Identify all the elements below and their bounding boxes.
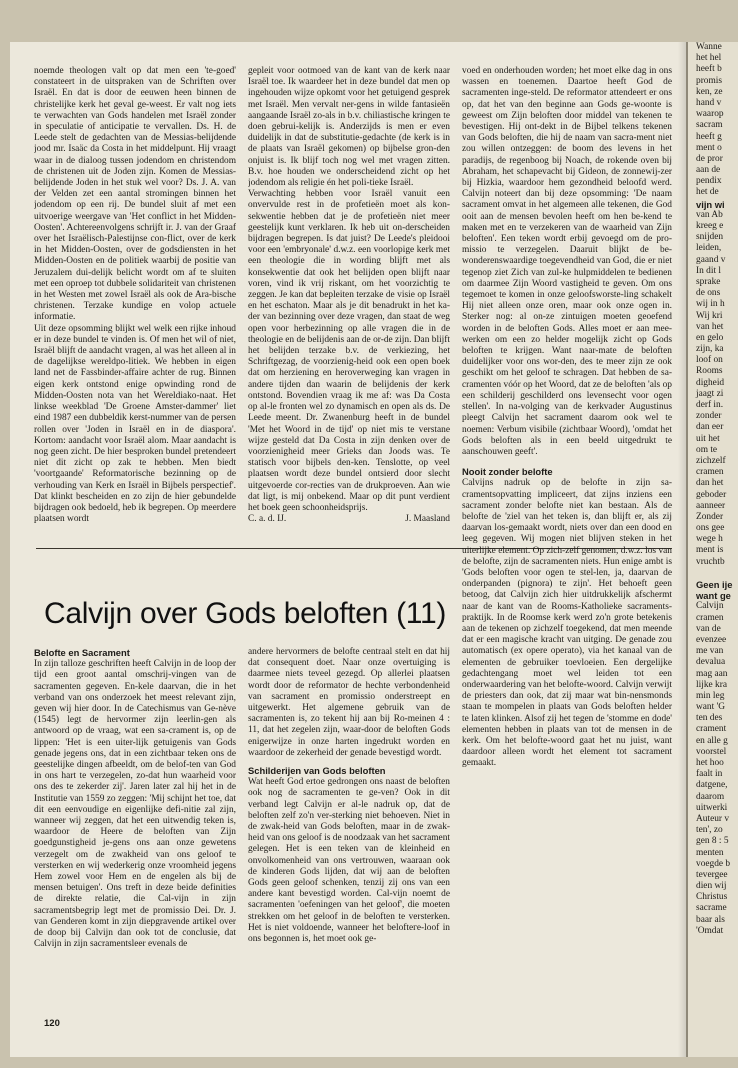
facing-page-line: 'Omdat	[696, 925, 724, 936]
facing-page-line: vruchtb	[696, 556, 725, 567]
facing-page-line: vijn wi	[696, 198, 725, 210]
facing-page-line: het hel	[696, 53, 722, 64]
facing-page-line: de pror	[696, 153, 723, 164]
paragraph: Uit deze opsomming blijkt wel welk een rijke inhoud er in deze bundel te vinden is. Of men het wil of niet, Israël blijft de aandacht vragen, al was het alleen al in de dagelijkse wereldpo-litiek. We hebben in eigen land net de Fassbinder-affaire achter de rug. Binnen eigen kerk ontstond enige opwinding rond de Midden-Oosten nota van het Wereldiako-naat. Het linkse weekblad 'De Groene Amster-dammer' liet eind 1987 een dubbeldik kerst-nummer van de persen rollen over 'Joden in Israël en in de diaspora'. Kortom: aandacht voor Israël alom. Maar aandacht is nog geen zicht. De hier besproken bundel pretendeert niet dit zicht op zak te hebben. Men biedt 'voortgaande' Reformatorische bezinning op de verhouding van Kerk en Israël in Bijbels perspectief'. Dat klinkt bescheiden en zo zijn de hier gebundelde bijdragen ook bedoeld, heb ik begrepen. Op meerdere plaatsen wordt	[34, 323, 236, 525]
facing-page-line: waarop	[696, 109, 724, 120]
facing-page-line: gen 8 : 5	[696, 836, 729, 847]
facing-page-line: crament	[696, 724, 727, 735]
facing-page-line: derf in.	[696, 400, 724, 410]
facing-page-line: Wanne	[696, 42, 722, 52]
facing-page-line: aan de	[696, 165, 721, 176]
magazine-page	[10, 42, 686, 1057]
facing-page-line: pendix	[696, 176, 722, 187]
facing-page-line: sacram	[696, 120, 723, 131]
facing-page-line: mag aan	[696, 668, 728, 679]
facing-page-line: van het	[696, 321, 724, 332]
section-heading: Nooit zonder belofte	[462, 466, 553, 478]
facing-page-line: uit het	[696, 433, 720, 444]
facing-page-line: me van	[696, 646, 724, 657]
facing-page-line: Zonder	[696, 511, 724, 522]
facing-page-line: cramen	[696, 467, 724, 478]
facing-page-line: uitwerki	[696, 802, 728, 813]
facing-page-line: Christus	[696, 892, 728, 903]
facing-page-line: en gelo	[696, 332, 724, 343]
facing-page-line: ons gee	[696, 523, 725, 534]
paragraph: Calvijns nadruk op de belofte in zijn sa-cramentsopvatting impliceert, dat zijns inziens een sacrament zonder belofte niet kan bestaan. Als de belofte de 'ziel van het teken is, dan blijft er, als zij daarvan los-gemaakt wordt, niets over dan een dood en leeg gegeven. Wij mogen niet blijven steken in het uiterlijke element. Op zich-zelf genomen, d.w.z. los van de belofte, zijn de sacramenten niets. Hun enige ambt is 'Gods beloften voor ogen te stel-len, ja, daarvan de onderpanden (pignora) te zijn'. Het behoeft geen betoog, dat Calvijn zich hier uitdrukkelijk afschermt naar de kant van de Rooms-Katholieke sacraments-praktijk. In de Roomse kerk werd zo'n grote betekenis aan de tekenen op zichzelf toegekend, dat men meende dat er een magische kracht van uitging. De genade zou automatisch (ex opere operato), via het kanaal van de elementen de gebruiker toevloeien. Een dergelijke gedachtengang moet wel leiden tot een onderwaardering van het belofte-woord. Calvijn verwijt de priesters dan ook, dat zij maar wat bin-nensmonds staan te mompelen in plaats van Gods beloften helder te laten klinken. Alsof zij het tegen de 'stomme en dode' elementen hebben in plaats van tot de mensen in de kerk. Om het belofte-woord gaat het nu juist, want daardoor alleen wordt het element tot sacrament gemaakt.	[462, 478, 672, 769]
facing-page-line: voegde b	[696, 858, 731, 869]
facing-page-line: cramen	[696, 612, 724, 623]
facing-page-line: ment is	[696, 545, 724, 556]
article-title: Calvijn over Gods beloften (11)	[44, 597, 447, 630]
reviewer-name: J. Maasland	[405, 514, 450, 525]
facing-page-line: dan het	[696, 478, 724, 489]
facing-page-line: het de	[696, 187, 719, 198]
facing-page-line: sacrame	[696, 903, 727, 914]
facing-page-line: wege h	[696, 534, 723, 545]
facing-page-line: zijn, ka	[696, 344, 724, 355]
facing-page-line: en alle g	[696, 735, 728, 746]
facing-page-line: loof on	[696, 355, 723, 366]
paragraph: Wat heeft God ertoe gedrongen ons naast de beloften ook nog de sacramenten te ge-ven? Ook in dit verband legt Calvijn er al-le nadruk op, dat de beloften zelf zo'n ver-sterking niet behoeven. Niet in de zwak-heid van Gods beloften, maar in de zwak-heid van ons geloof is de noodzaak van het sacrament gelegen. Het is een teken van de kleinheid en onvolkomenheid van ons vertrouwen, waaraan ook de kinderen Gods lijden, dat wij aan de beloften Gods geen geloof schenken, tenzij zij ons van een andere kant bevestigd worden. Cal-vijn noemt de sacramenten 'oefeningen van het geloof', die moeten strekken om het geloof in de beloften te versterken. Het is niet voldoende, wanneer het belofteге-loof in ons begonnen is, het moet ook ge-	[248, 777, 450, 945]
facing-page-line: ten des	[696, 713, 723, 724]
paragraph: andere hervormers de belofte centraal stelt en dat hij dat consequent doet. Naar onze overtuiging is daarmee niets teveel gezegd. Op allerlei plaatsen wordt door de reformator de hechte verbondenheid van sacrament en promissio onderstreept en uitgewerkt. Het algemene gebruik van de sacramenten is, zo tekent hij aan bij Ro-meinen 4 : 11, dat het zegelen zijn, waar-door de beloften Gods enigerwijze in onze harten ingedrukt worden en waardoor de zekerheid der genade bevestigd wordt.	[248, 647, 450, 758]
facing-page-line: Calvijn	[696, 601, 724, 612]
page-number: 120	[44, 1018, 60, 1029]
facing-page-line: digheid	[696, 377, 725, 388]
article-column-3	[462, 66, 672, 1041]
facing-page-line: datgene,	[696, 780, 728, 791]
article-column-1	[34, 647, 236, 1009]
facing-page-line: ment o	[696, 142, 722, 153]
facing-page-line: wij in h	[696, 299, 725, 310]
facing-page-line: de ons	[696, 288, 721, 299]
facing-page-line: promis	[696, 75, 723, 86]
facing-page-line: Auteur v	[696, 813, 730, 824]
facing-page-line: min leg	[696, 690, 725, 701]
facing-page-line: heeft g	[696, 131, 722, 142]
facing-page-edge	[686, 42, 738, 1057]
paragraph: In zijn talloze geschriften heeft Calvijn in de loop der tijd een groot aantal omschrij-vingen van de sacramenten gegeven. En-kele daarvan, die in het verband van ons onderzoek het meest relevant zijn, geven wij hier door. In de Catechismus van Ge-nève (1545) legt de hervormer zijn leerlin-gen als antwoord op de vraag, wat een sa-crament is, op de lippen: 'Het is een uiter-lijk getuigenis van Gods genade jegens ons, dat in een zichtbaar teken ons de geestelijke dingen afbeeldt, om de belof-ten van God in ons hart te verzegelen, zo-dat hun waarheid voor ons des te zekerder zij'. Jaren later zal hij het in de Institutie van 1559 zo zeggen: 'Mij schijnt het toe, dat dit een eenvoudige en eigenlijke defi-nitie zal zijn, wanneer wij zeggen, dat het een uitwendig teken is, waardoor de Heere de beloften van Zijn goedgunstigheid je-gens ons aan onze gewetens verzegelt om de zwakheid van ons geloof te versterken en wij wederkerig onze vroomheid jegens Hem zowel voor Hem en de engelen als bij de mensen betuigen'. Ons treft in deze beide definities de direkte relatie, die Cal-vijn in zijn sacramentsbegrip legt met de promissio Dei. Dr. J. van Genderen komt in zijn diepgravende artikel over de doop bij Calvijn dan ook tot de conclusie, dat Calvijn in zijn sacramentsleer evenals de	[34, 659, 236, 950]
facing-page-line: menten	[696, 847, 724, 858]
prev-article-column-1	[34, 66, 236, 536]
facing-page-line: leiden,	[696, 243, 722, 254]
facing-page-line: geboder	[696, 489, 727, 500]
facing-page-line: dan eer	[696, 422, 724, 433]
facing-page-line: voorstel	[696, 746, 727, 757]
facing-page-line: daarom	[696, 791, 725, 802]
facing-page-line: heeft b	[696, 64, 722, 75]
facing-page-line: want 'G	[696, 702, 726, 713]
facing-page-text	[688, 42, 738, 1057]
facing-page-line: ken, ze	[696, 86, 723, 97]
gutter-shadow	[678, 42, 686, 1057]
facing-page-line: zonder	[696, 411, 722, 422]
signature-line	[248, 514, 450, 525]
facing-page-line: snijden	[696, 232, 724, 243]
facing-page-line: dien wij	[696, 881, 727, 892]
facing-page-line: om te	[696, 444, 718, 455]
facing-page-line: Wij kri	[696, 310, 723, 321]
author-initials: C. a. d. IJ.	[248, 514, 287, 525]
facing-page-line: want ge	[696, 590, 731, 602]
facing-page-line: ten', zo	[696, 825, 723, 836]
facing-page-line: baar als	[696, 914, 725, 925]
facing-page-line: aanneer	[696, 500, 726, 511]
facing-page-line: Rooms	[696, 366, 723, 377]
facing-page-line: hand v	[696, 97, 722, 108]
paragraph: Verwachting hebben voor Israël vanuit een onvervulde rest in de profetieën moet als kon-sekwentie hebben dat je de profetieën niet meer geestelijk kunt verklaren. Ik heb uit on-derscheiden bijdragen begrepen. Is dat juist? De Leede's pleidooi voor een 'embryonale' d.w.z. een voorlopige kerk met een theologie die in wording blijft met als konsekwentie dat ook het belijden open blijft naar voren, vind ik vrij riskant, om het voorzichtig te zeggen. Je kan dat bepleiten terzake de visie op Israël en het eschaton. Maar als je dit benadrukt in het ka-der van bezinning over deze vragen, dan staat de weg open voor herbezinning op alle vragen die in de theologie en de belijdenis aan de or-de zijn. Dan blijft het belijden terzake b.v. de verkiezing, het Schriftgezag, de voorzienig-heid ook een open boek dat om herziening en heroverweging kan vragen in andere tijden dan waarin de belijdenis der kerk ontstond. Bovendien vraag ik me af: was Da Costa op al-le fronten wel zo dynamisch en open als ds. De Leede meent. Dr. Zwanenburg heeft in de bundel 'Met het Woord in de tijd' op niet mis te verstane wijze gesteld dat Da Costa in zijn denken over de voorzienigheid meer Grieks dan Joods was. Te statisch voor bijbels den-ken. Tenslotte, op veel plaatsen wordt deze bundel ontsierd door slecht uitgevoerde cor-recties van de drukproeven. Aan wie dat ligt, is mij onbekend. Maar op dit punt verdient het boek geen schoonheidsprijs.	[248, 189, 450, 513]
facing-page-line: van Ab	[696, 209, 723, 220]
section-heading: Belofte en Sacrament	[34, 647, 130, 658]
facing-page-line: devalua	[696, 657, 726, 668]
facing-page-line: gaand v	[696, 254, 726, 265]
facing-page-line: jaagt zi	[696, 388, 724, 399]
facing-page-line: het hoo	[696, 758, 724, 768]
facing-page-line	[696, 568, 738, 579]
section-heading: Schilderijen van Gods beloften	[248, 765, 386, 777]
facing-page-line: sprake	[696, 276, 721, 287]
facing-page-line: In dit l	[696, 265, 721, 276]
article-column-2	[248, 647, 450, 1039]
prev-article-column-2	[248, 66, 450, 536]
facing-page-line: faalt in	[696, 769, 723, 780]
facing-page-line: Geen ije	[696, 579, 733, 590]
facing-page-line: van de	[696, 623, 721, 634]
facing-page-line: lijke kra	[696, 679, 727, 690]
paragraph: noemde theologen valt op dat men een 'te-goed' constateert in de uitspraken van de Schriften over Israël. En dat is door de eeuwen heen binnen de christelijke kerk het geval ge-weest. Er valt nog iets te verwachten van Gods handelen met Israël zonder in speculatie of anticipatie te vervallen. Ds. H. de Leede stelt de gedachten van de Messias-belijdende jood mr. Isaäc da Costa in het middelpunt. Hij vraagt waar in de dialoog tussen jodendom en christendom de christenen uit de Joden zijn. Komen de Messias-belijdende Joden in het stuk wel voor? Ds. J. A. van der Velden zet een aantal stromingen binnen het jodendom op een rij. De bundel sluit af met een uitvoerige weergave van 'Het conflict in het Midden-Oosten'. Achtereenvolgens schrijft ir. J. van der Graaf over het Israëlisch-Palestijnse con-flict, over de kerk in het Midden-Oosten, over de godsdiensten in het Midden-Oosten en de politiek waarbij de positie van Jeruzalem dui-delijk belicht wordt om af te sluiten met een oproep tot dubbele solidariteit van christenen in het Westen met zowel Israël als ook de Ara-bische christenen. Terzake kundige en volop actuele informatie.	[34, 66, 236, 323]
facing-page-line: evenzee	[696, 634, 727, 645]
facing-page-line: kreeg e	[696, 221, 724, 231]
facing-page-line: zichzelf	[696, 455, 726, 466]
facing-page-line: tevergee	[696, 869, 728, 880]
paragraph: voed en onderhouden worden; het moet elke dag in ons wassen en toenemen. Daartoe heeft God de sacramenten inge-steld. De reformator attendeert er ons op, dat het van den beginne aan Gods ge-woonte is geweest om Zijn beloften door middel van tekenen te bevestigen. Hij ont-dekt in de Bijbel telkens tekenen van Gods beloften, die hij de naam van sacra-ment niet zou willen ontzeggen: de boom des levens in het paradijs, de regenboog bij Noach, de rokende oven bij Abraham, het schapevacht bij Gideon, de zonnewij-zer bij Hizkia, waardoor hem gezondheid beloofd werd. Calvijn noteert dan bij deze opsomming: 'De naam sacrament omvat in het algemeen alle tekenen, die God ooit aan de mensen bevolen heeft om hen be-kend te maken met en te verzekeren van de waarheid van Zijn beloften'. Een teken wordt erbij gevoegd om de pro-missio te verzegelen. Daaruit blijkt de be-wonderenswaardige toegevendheid van God, die er niet tegenop ziet Zich van zul-ke hulpmiddelen te bedienen om daarmee Zijn Woord vastigheid te geven. Om ons tegemoet te komen in onze geloofsworste-ling schakelt Hij niet alleen onze oren, maar ook onze ogen in. Sterker nog: al on-ze zintuigen moeten geoefend worden in de beloften Gods. Alles moet er aan mee-werken om een zo helder mogelijk zicht op Gods beloften te krijgen. Want naar-mate de beloften duidelijker voor ons wor-den, des te meer zijn ze ook geschikt om het geloof te schragen. Dat hebben de sa-cramenten vóór op het Woord, dat ze de beloften 'als op een schilderij geschilderd ons levensecht voor ogen stellen'. In na-volging van de kerkvader Augustinus pleegt Calvijn het sacrament daarom ook wel te noemen: Verbum visibile (zichtbaar Woord), 'omdat het Gods beloften als in een beeld uitgedrukt te aanschouwen geeft'.	[462, 66, 672, 457]
paragraph: gepleit voor ootmoed van de kant van de kerk naar Israël toe. Ik waardeer het in deze bundel dat men op ingehouden wijze opkomt voor het getuigend gesprek met Israël. Men vervalt ner-gens in wilde fantasieën aangaande Israël zo-als in b.v. chiliastische kringen te doen gebrui-kelijk is. Anderzijds is men er even duidelijk in dat de substitutie-gedachte (de kerk is in de plaats van Israël gekomen) op bijbelse gron-den onjuist is. Ik blijf toch nog wel met vragen zitten. B.v. hoe houden we onderscheidend zicht op het jodendom als religie én het poli-tieke Israël.	[248, 66, 450, 189]
